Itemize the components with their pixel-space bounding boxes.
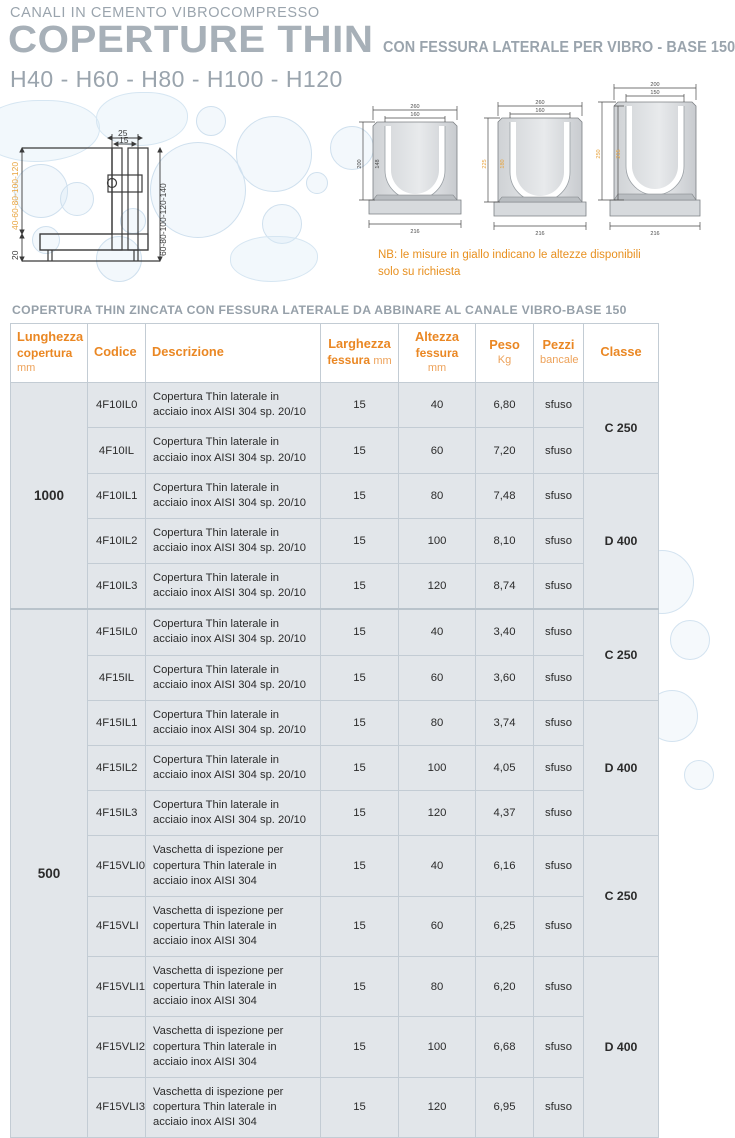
cell-altezza: 80 xyxy=(399,700,476,745)
column-header-sub: Kg xyxy=(497,353,512,366)
cell-descrizione: Vaschetta di ispezione per copertura Thin laterale in acciaio inox AISI 304 xyxy=(146,957,321,1017)
cell-codice: 4F15IL2 xyxy=(88,746,146,791)
column-header-pezzi xyxy=(534,324,584,383)
cell-altezza: 60 xyxy=(399,428,476,473)
page-title xyxy=(8,19,735,61)
column-header-sub: fessura mm xyxy=(327,352,392,367)
eyebrow-text: CANALI IN CEMENTO VIBROCOMPRESSO xyxy=(10,5,320,21)
column-header-sub: bancale xyxy=(540,353,579,366)
cell-peso: 3,40 xyxy=(476,609,534,655)
table-title: COPERTURA THIN ZINCATA CON FESSURA LATERALE DA ABBINARE AL CANALE VIBRO-BASE 150 xyxy=(12,303,627,317)
cell-pezzi: sfuso xyxy=(534,791,584,836)
cell-altezza: 40 xyxy=(399,609,476,655)
table-row xyxy=(11,836,659,896)
cell-altezza: 40 xyxy=(399,836,476,896)
cell-larghezza: 15 xyxy=(321,896,399,956)
dim-height-left: 200 xyxy=(357,159,363,169)
column-header-peso xyxy=(476,324,534,383)
cell-codice: 4F15VLI2 xyxy=(88,1017,146,1077)
specifications-table xyxy=(10,323,659,1138)
cell-larghezza: 15 xyxy=(321,1077,399,1137)
cell-larghezza: 15 xyxy=(321,700,399,745)
dim-height-inner: 180 xyxy=(500,159,506,169)
cell-codice: 4F10IL xyxy=(88,428,146,473)
cell-descrizione: Copertura Thin laterale in acciaio inox AISI 304 sp. 20/10 xyxy=(146,791,321,836)
cell-pezzi: sfuso xyxy=(534,518,584,563)
table-row xyxy=(11,957,659,1017)
dim-top-outer: 25 xyxy=(118,128,128,138)
cell-descrizione: Vaschetta di ispezione per copertura Thin laterale in acciaio inox AISI 304 xyxy=(146,836,321,896)
cell-pezzi: sfuso xyxy=(534,428,584,473)
cell-peso: 3,60 xyxy=(476,655,534,700)
cell-codice: 4F15IL0 xyxy=(88,609,146,655)
dim-right-vertical: 60-80-100-120-140 xyxy=(158,183,168,256)
cell-peso: 6,95 xyxy=(476,1077,534,1137)
table-row xyxy=(11,564,659,610)
cell-pezzi: sfuso xyxy=(534,609,584,655)
cell-descrizione: Copertura Thin laterale in acciaio inox AISI 304 sp. 20/10 xyxy=(146,428,321,473)
dim-inner-width: 150 xyxy=(650,90,660,96)
dim-left-vertical: 40-60-80-100-120 xyxy=(10,161,20,230)
dim-top-width: 200 xyxy=(650,82,660,88)
column-header-larghezza xyxy=(321,324,399,383)
table-row xyxy=(11,609,659,655)
cell-peso: 6,25 xyxy=(476,896,534,956)
cell-pezzi: sfuso xyxy=(534,473,584,518)
cell-pezzi: sfuso xyxy=(534,383,584,428)
cell-codice: 4F15IL3 xyxy=(88,791,146,836)
cell-altezza: 80 xyxy=(399,957,476,1017)
table-row xyxy=(11,655,659,700)
cell-codice: 4F15IL1 xyxy=(88,700,146,745)
cell-pezzi: sfuso xyxy=(534,896,584,956)
cell-altezza: 80 xyxy=(399,473,476,518)
cell-altezza: 60 xyxy=(399,896,476,956)
column-header-classe xyxy=(584,324,659,383)
table-row xyxy=(11,518,659,563)
cell-larghezza: 15 xyxy=(321,473,399,518)
cell-peso: 6,20 xyxy=(476,957,534,1017)
cell-descrizione: Copertura Thin laterale in acciaio inox AISI 304 sp. 20/10 xyxy=(146,564,321,610)
cell-codice: 4F15IL xyxy=(88,655,146,700)
dim-top-width: 260 xyxy=(410,104,420,110)
cell-descrizione: Copertura Thin laterale in acciaio inox AISI 304 sp. 20/10 xyxy=(146,473,321,518)
column-header-altezza xyxy=(399,324,476,383)
table-row xyxy=(11,791,659,836)
cell-pezzi: sfuso xyxy=(534,746,584,791)
cell-pezzi: sfuso xyxy=(534,700,584,745)
channel-section-a-drawing xyxy=(355,92,475,242)
cell-peso: 4,37 xyxy=(476,791,534,836)
column-header-sub: copertura mm xyxy=(17,345,73,374)
dim-inner-width: 160 xyxy=(535,108,545,114)
column-header-sub: fessura mm xyxy=(415,345,459,374)
cell-pezzi: sfuso xyxy=(534,957,584,1017)
table-row xyxy=(11,1077,659,1137)
cell-altezza: 100 xyxy=(399,1017,476,1077)
table-row xyxy=(11,383,659,428)
cell-pezzi: sfuso xyxy=(534,1017,584,1077)
dim-height-left: 250 xyxy=(596,149,602,159)
table-row xyxy=(11,700,659,745)
dim-bottom-width: 216 xyxy=(535,231,545,237)
cell-classe: D 400 xyxy=(584,957,659,1138)
cell-classe: C 250 xyxy=(584,836,659,957)
cell-peso: 6,80 xyxy=(476,383,534,428)
cell-codice: 4F15VLI xyxy=(88,896,146,956)
dim-top-width: 260 xyxy=(535,100,545,106)
cell-descrizione: Copertura Thin laterale in acciaio inox AISI 304 sp. 20/10 xyxy=(146,746,321,791)
cell-lunghezza: 1000 xyxy=(11,383,88,610)
title-main: COPERTURE THIN xyxy=(8,19,374,61)
cell-peso: 6,68 xyxy=(476,1017,534,1077)
cell-peso: 8,10 xyxy=(476,518,534,563)
column-header-main: Peso xyxy=(489,336,520,352)
cell-pezzi: sfuso xyxy=(534,564,584,610)
cell-larghezza: 15 xyxy=(321,791,399,836)
cell-altezza: 60 xyxy=(399,655,476,700)
cell-descrizione: Copertura Thin laterale in acciaio inox AISI 304 sp. 20/10 xyxy=(146,383,321,428)
cell-altezza: 120 xyxy=(399,564,476,610)
column-header-lunghezza xyxy=(11,324,88,383)
dim-height-left: 225 xyxy=(482,159,488,169)
dim-bottom: 20 xyxy=(10,250,20,260)
table-row xyxy=(11,1017,659,1077)
dim-inner-width: 160 xyxy=(410,112,420,118)
cross-section-drawing xyxy=(0,130,230,290)
cell-larghezza: 15 xyxy=(321,428,399,473)
cell-pezzi: sfuso xyxy=(534,836,584,896)
channel-section-b-drawing xyxy=(480,92,600,242)
cell-larghezza: 15 xyxy=(321,746,399,791)
cell-pezzi: sfuso xyxy=(534,1077,584,1137)
dim-bottom-width: 216 xyxy=(650,231,660,237)
cell-codice: 4F10IL2 xyxy=(88,518,146,563)
column-header-codice xyxy=(88,324,146,383)
cell-altezza: 120 xyxy=(399,1077,476,1137)
cell-peso: 7,20 xyxy=(476,428,534,473)
cell-larghezza: 15 xyxy=(321,609,399,655)
title-subtitle: CON FESSURA LATERALE PER VIBRO - BASE 150 xyxy=(382,39,735,56)
cell-altezza: 100 xyxy=(399,518,476,563)
cell-codice: 4F15VLI0 xyxy=(88,836,146,896)
table-body xyxy=(11,383,659,1138)
cell-larghezza: 15 xyxy=(321,655,399,700)
cell-larghezza: 15 xyxy=(321,836,399,896)
cell-peso: 3,74 xyxy=(476,700,534,745)
cell-larghezza: 15 xyxy=(321,383,399,428)
cell-peso: 7,48 xyxy=(476,473,534,518)
dim-bottom-width: 216 xyxy=(410,229,420,235)
cell-classe: D 400 xyxy=(584,473,659,609)
column-header-main: Lunghezza xyxy=(17,329,84,344)
table-header xyxy=(11,324,659,383)
cell-larghezza: 15 xyxy=(321,564,399,610)
column-header-main: Codice xyxy=(94,343,137,359)
table-row xyxy=(11,746,659,791)
cell-descrizione: Vaschetta di ispezione per copertura Thin laterale in acciaio inox AISI 304 xyxy=(146,1017,321,1077)
cell-altezza: 40 xyxy=(399,383,476,428)
cell-codice: 4F10IL0 xyxy=(88,383,146,428)
dim-top-inner: 15 xyxy=(119,135,129,145)
column-header-descrizione xyxy=(146,324,321,383)
cell-codice: 4F15VLI3 xyxy=(88,1077,146,1137)
cell-peso: 4,05 xyxy=(476,746,534,791)
cell-codice: 4F10IL3 xyxy=(88,564,146,610)
column-header-main: Pezzi xyxy=(542,336,575,352)
column-header-main: Altezza xyxy=(414,329,460,344)
column-header-main: Descrizione xyxy=(152,343,224,359)
cell-larghezza: 15 xyxy=(321,1017,399,1077)
cell-descrizione: Copertura Thin laterale in acciaio inox AISI 304 sp. 20/10 xyxy=(146,518,321,563)
cell-descrizione: Copertura Thin laterale in acciaio inox AISI 304 sp. 20/10 xyxy=(146,655,321,700)
cell-classe: C 250 xyxy=(584,609,659,700)
available-heights: H40 - H60 - H80 - H100 - H120 xyxy=(10,66,343,92)
note-text: NB: le misure in giallo indicano le altezze disponibili solo su richiesta xyxy=(378,249,641,278)
channel-section-c-drawing xyxy=(592,66,718,243)
table-row xyxy=(11,473,659,518)
cell-larghezza: 15 xyxy=(321,518,399,563)
cell-descrizione: Vaschetta di ispezione per copertura Thin laterale in acciaio inox AISI 304 xyxy=(146,1077,321,1137)
cell-descrizione: Copertura Thin laterale in acciaio inox AISI 304 sp. 20/10 xyxy=(146,700,321,745)
cell-codice: 4F15VLI1 xyxy=(88,957,146,1017)
cell-descrizione: Vaschetta di ispezione per copertura Thin laterale in acciaio inox AISI 304 xyxy=(146,896,321,956)
cell-altezza: 120 xyxy=(399,791,476,836)
cell-classe: D 400 xyxy=(584,700,659,836)
dim-height-inner: 148 xyxy=(375,159,381,169)
cell-peso: 8,74 xyxy=(476,564,534,610)
dim-height-inner: 215 xyxy=(616,149,622,159)
column-header-main: Classe xyxy=(600,343,642,359)
cell-pezzi: sfuso xyxy=(534,655,584,700)
cell-descrizione: Copertura Thin laterale in acciaio inox AISI 304 sp. 20/10 xyxy=(146,609,321,655)
cell-codice: 4F10IL1 xyxy=(88,473,146,518)
cell-altezza: 100 xyxy=(399,746,476,791)
cell-classe: C 250 xyxy=(584,383,659,473)
cell-peso: 6,16 xyxy=(476,836,534,896)
cell-larghezza: 15 xyxy=(321,957,399,1017)
cell-lunghezza: 500 xyxy=(11,609,88,1137)
table-row xyxy=(11,896,659,956)
column-header-main: Larghezza xyxy=(328,335,391,351)
table-row xyxy=(11,428,659,473)
